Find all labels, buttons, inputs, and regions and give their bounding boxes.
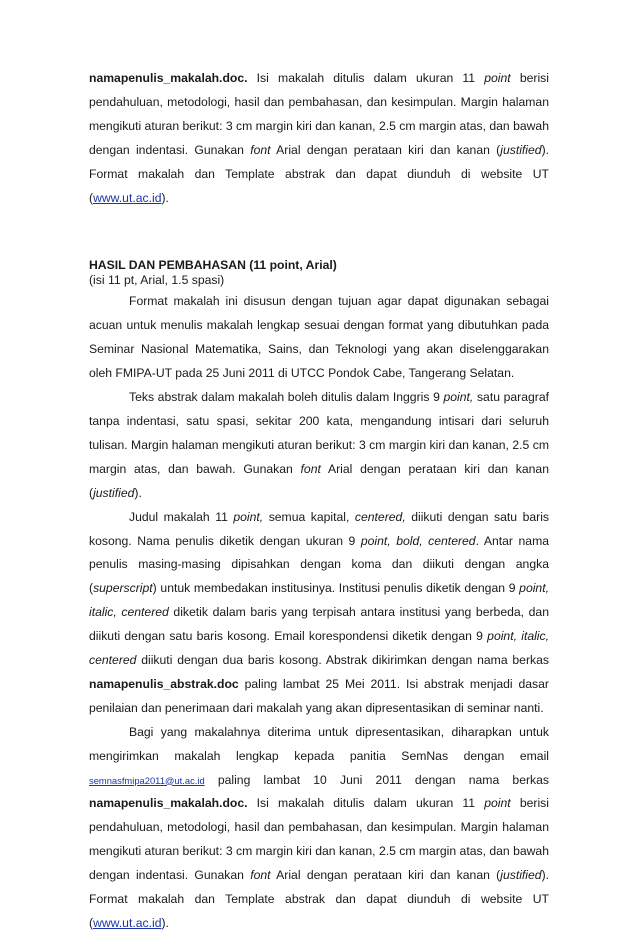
text-run: Isi makalah ditulis dalam ukuran 11 — [247, 796, 485, 811]
text-run: font — [250, 142, 271, 157]
paragraph-intro — [89, 67, 549, 210]
filename-text: namapenulis_makalah.doc. — [89, 71, 248, 85]
section-heading — [89, 258, 549, 273]
paragraph-makalah — [89, 792, 549, 935]
email-link[interactable]: semnasfmipa2011@ut.ac.id — [89, 774, 205, 786]
text-run: Arial dengan perataan kiri dan kanan ( — [89, 461, 549, 500]
text-run: paling lambat 10 Juni 2011 dengan nama berkas — [204, 772, 549, 787]
filename-text: namapenulis_abstrak.doc — [89, 676, 239, 691]
text-run: ). Format makalah dan Template abstrak dan dapat diunduh di website UT ( — [89, 868, 550, 930]
text-run: diketik dalam baris yang terpisah antara institusi yang berbeda, dan diikuti dengan satu baris kosong. Email korespondensi diketik dengan 9 — [89, 605, 549, 644]
text-run: paling lambat 25 Mei 2011. Isi abstrak menjadi dasar penilaian dan penerimaan dari makalah yang akan dipresentasikan di seminar nanti. — [89, 676, 549, 715]
text-run: point, — [443, 390, 474, 405]
website-link[interactable]: www.ut.ac.id — [93, 190, 162, 205]
text-run: semua kapital, — [263, 509, 355, 524]
text-run: ). — [161, 916, 169, 930]
text-run: superscript — [93, 581, 153, 596]
text-run: point — [484, 71, 511, 85]
text-run: berisi pendahuluan, metodologi, hasil dan pembahasan, dan kesimpulan. Margin halaman mengikuti aturan berikut: 3 cm margin kiri dan kanan, 2.5 cm margin atas, dan bawah dengan indentasi. Gunakan — [89, 796, 549, 883]
text-run: font — [250, 868, 271, 883]
text-run: diikuti dengan satu baris kosong. Nama penulis diketik dengan ukuran 9 — [89, 509, 549, 548]
filename-text: namapenulis_makalah.doc. — [89, 796, 248, 811]
text-run: ). Format makalah dan Template abstrak dan dapat diunduh di website UT ( — [89, 142, 550, 205]
document-page — [89, 67, 549, 936]
text-run: centered, — [354, 509, 406, 524]
text-run: . Antar nama penulis masing-masing dipisahkan dengan koma dan diikuti dengan angka ( — [89, 533, 549, 596]
heading-title: HASIL DAN PEMBAHASAN — [89, 258, 246, 273]
text-run: Judul makalah 11 — [129, 509, 234, 524]
text-run: point, — [233, 509, 264, 524]
text-run: font — [300, 461, 321, 476]
text-run: justified — [500, 142, 542, 157]
text-run: ). — [134, 485, 142, 500]
paragraph-format: Format makalah ini disusun dengan tujuan agar dapat digunakan sebagai acuan untuk menulis makalah lengkap sesuai dengan format yang dibutuhkan pada Seminar Nasional Matematika, Sains, dan Teknologi yang akan diselenggarakan oleh FMIPA-UT pada 25 Juni 2011 di UTCC Pondok Cabe, Tangerang Selatan. — [89, 294, 549, 381]
paragraph-submission — [89, 721, 549, 793]
text-run: Isi makalah ditulis dalam ukuran 11 — [247, 71, 485, 85]
website-link[interactable]: www.ut.ac.id — [93, 916, 162, 930]
heading-spec: (11 point, Arial) — [245, 258, 337, 273]
text-run: Arial dengan perataan kiri dan kanan ( — [270, 142, 501, 157]
text-run: point, italic, centered — [89, 581, 549, 620]
text-run: Teks abstrak dalam makalah boleh ditulis dalam Inggris 9 — [129, 390, 444, 405]
text-run: justified — [93, 485, 135, 500]
text-run: justified — [500, 868, 542, 883]
text-run: ). — [161, 190, 169, 205]
text-run: Bagi yang makalahnya diterima untuk dipresentasikan, diharapkan untuk mengirimkan makalah lengkap kepada panitia SemNas dengan email — [89, 724, 549, 763]
text-run: diikuti dengan dua baris kosong. Abstrak dikirimkan dengan nama berkas — [136, 653, 549, 668]
text-run: berisi pendahuluan, metodologi, hasil dan pembahasan, dan kesimpulan. Margin halaman mengikuti aturan berikut: 3 cm margin kiri dan kanan, 2.5 cm margin atas, dan bawah dengan indentasi. Gunakan — [89, 71, 549, 157]
text-run: point, bold, centered — [360, 533, 476, 548]
heading-note: (isi 11 pt, Arial, 1.5 spasi) — [89, 273, 225, 288]
paragraph-title-rules — [89, 506, 549, 721]
spacer — [89, 210, 549, 258]
text-run: point, italic, centered — [89, 629, 549, 668]
text-run: ) untuk membedakan institusinya. Institusi penulis diketik dengan 9 — [152, 581, 520, 596]
text-run: point — [484, 796, 511, 811]
text-run: Arial dengan perataan kiri dan kanan ( — [270, 868, 501, 883]
paragraph-abstract — [89, 386, 549, 506]
text-run: satu paragraf tanpa indentasi, satu spasi, sekitar 200 kata, mengandung intisari dari seluruh tulisan. Margin halaman mengikuti aturan berikut: 3 cm margin kiri dan kanan, 2.5 cm margin atas, dan bawah. Gunakan — [89, 390, 550, 476]
